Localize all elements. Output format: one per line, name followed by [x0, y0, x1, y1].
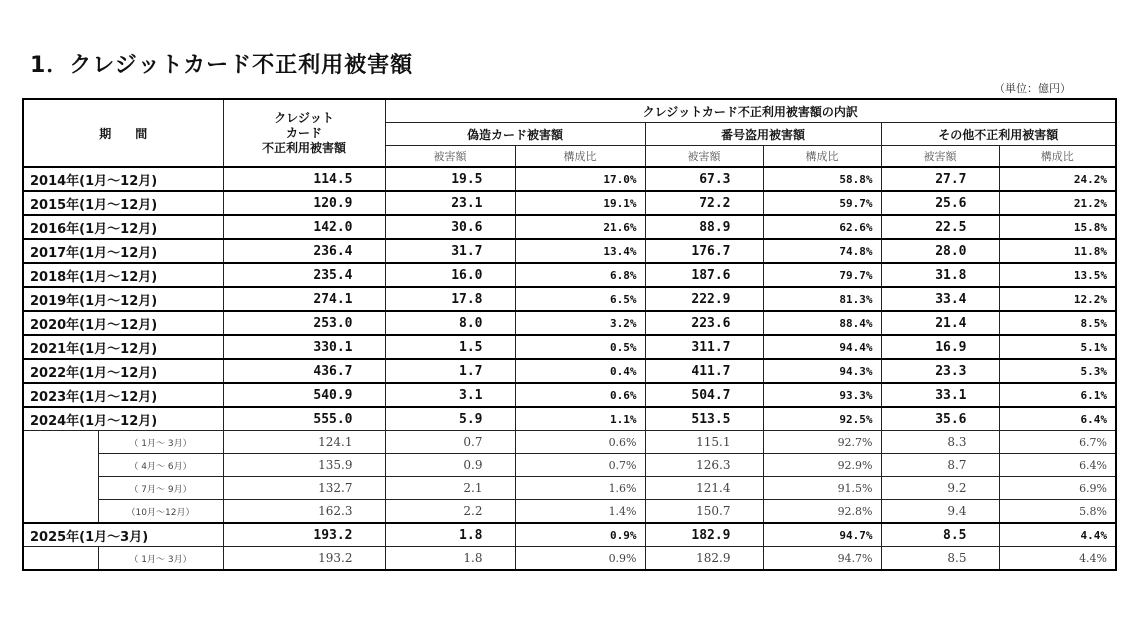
total-cell: 162.3: [223, 500, 385, 524]
period-cell: 2020年(1月～12月): [23, 311, 223, 335]
counterfeit-amount-cell: 2.2: [385, 500, 515, 524]
total-cell: 193.2: [223, 523, 385, 547]
other-amount-cell: 21.4: [881, 311, 999, 335]
number-theft-ratio-cell: 94.7%: [763, 523, 881, 547]
table-row: [23, 287, 1116, 311]
number-theft-ratio-cell: 81.3%: [763, 287, 881, 311]
other-amount-cell: 22.5: [881, 215, 999, 239]
damage-table: [22, 98, 1117, 571]
other-ratio-cell: 6.7%: [999, 431, 1116, 454]
table-row-quarter: [23, 500, 1116, 524]
other-amount-cell: 9.2: [881, 477, 999, 500]
table-row-quarter: [23, 454, 1116, 477]
subheader-amount: 被害額: [385, 146, 515, 168]
period-cell: 2017年(1月～12月): [23, 239, 223, 263]
table-body: [23, 167, 1116, 570]
period-cell: 2016年(1月～12月): [23, 215, 223, 239]
counterfeit-ratio-cell: 3.2%: [515, 311, 645, 335]
total-cell: 132.7: [223, 477, 385, 500]
period-cell: 2014年(1月～12月): [23, 167, 223, 191]
counterfeit-amount-cell: 3.1: [385, 383, 515, 407]
total-cell: 120.9: [223, 191, 385, 215]
table-row-quarter: [23, 431, 1116, 454]
indent-cell: [23, 454, 98, 477]
table-row: [23, 407, 1116, 431]
total-cell: 555.0: [223, 407, 385, 431]
other-amount-cell: 25.6: [881, 191, 999, 215]
other-amount-cell: 16.9: [881, 335, 999, 359]
counterfeit-amount-cell: 8.0: [385, 311, 515, 335]
other-amount-cell: 31.8: [881, 263, 999, 287]
counterfeit-ratio-cell: 19.1%: [515, 191, 645, 215]
number-theft-amount-cell: 504.7: [645, 383, 763, 407]
indent-cell: [23, 477, 98, 500]
number-theft-ratio-cell: 91.5%: [763, 477, 881, 500]
page-title: 1．クレジットカード不正利用被害額: [30, 53, 414, 78]
number-theft-ratio-cell: 92.7%: [763, 431, 881, 454]
number-theft-amount-cell: 72.2: [645, 191, 763, 215]
total-cell: 274.1: [223, 287, 385, 311]
number-theft-ratio-cell: 92.5%: [763, 407, 881, 431]
period-cell: 2018年(1月～12月): [23, 263, 223, 287]
number-theft-ratio-cell: 94.4%: [763, 335, 881, 359]
other-ratio-cell: 13.5%: [999, 263, 1116, 287]
counterfeit-amount-cell: 16.0: [385, 263, 515, 287]
table-row: [23, 167, 1116, 191]
counterfeit-amount-cell: 17.8: [385, 287, 515, 311]
table-row: [23, 383, 1116, 407]
header-other: その他不正利用被害額: [881, 123, 1116, 146]
subheader-ratio: 構成比: [999, 146, 1116, 168]
total-cell: 436.7: [223, 359, 385, 383]
total-cell: 540.9: [223, 383, 385, 407]
subheader-amount: 被害額: [881, 146, 999, 168]
table-row: [23, 215, 1116, 239]
other-ratio-cell: 6.4%: [999, 407, 1116, 431]
other-ratio-cell: 5.1%: [999, 335, 1116, 359]
total-cell: 114.5: [223, 167, 385, 191]
other-ratio-cell: 6.1%: [999, 383, 1116, 407]
counterfeit-ratio-cell: 21.6%: [515, 215, 645, 239]
number-theft-amount-cell: 67.3: [645, 167, 763, 191]
header-period: 期 間: [23, 99, 223, 167]
other-amount-cell: 27.7: [881, 167, 999, 191]
number-theft-amount-cell: 187.6: [645, 263, 763, 287]
total-cell: 135.9: [223, 454, 385, 477]
period-cell: 2024年(1月～12月): [23, 407, 223, 431]
number-theft-ratio-cell: 93.3%: [763, 383, 881, 407]
counterfeit-ratio-cell: 13.4%: [515, 239, 645, 263]
table-row: [23, 263, 1116, 287]
counterfeit-ratio-cell: 0.4%: [515, 359, 645, 383]
other-amount-cell: 23.3: [881, 359, 999, 383]
header-number-theft: 番号盗用被害額: [645, 123, 881, 146]
number-theft-amount-cell: 126.3: [645, 454, 763, 477]
number-theft-ratio-cell: 58.8%: [763, 167, 881, 191]
table-row-quarter: [23, 477, 1116, 500]
other-amount-cell: 8.5: [881, 523, 999, 547]
other-ratio-cell: 6.4%: [999, 454, 1116, 477]
counterfeit-amount-cell: 1.5: [385, 335, 515, 359]
other-ratio-cell: 8.5%: [999, 311, 1116, 335]
table-row: [23, 335, 1116, 359]
total-cell: 235.4: [223, 263, 385, 287]
indent-cell: [23, 500, 98, 524]
total-cell: 193.2: [223, 547, 385, 571]
other-amount-cell: 8.7: [881, 454, 999, 477]
other-amount-cell: 35.6: [881, 407, 999, 431]
counterfeit-ratio-cell: 6.8%: [515, 263, 645, 287]
number-theft-ratio-cell: 92.9%: [763, 454, 881, 477]
counterfeit-ratio-cell: 0.7%: [515, 454, 645, 477]
total-cell: 330.1: [223, 335, 385, 359]
number-theft-ratio-cell: 59.7%: [763, 191, 881, 215]
number-theft-amount-cell: 223.6: [645, 311, 763, 335]
indent-cell: [23, 547, 98, 571]
other-ratio-cell: 15.8%: [999, 215, 1116, 239]
counterfeit-amount-cell: 30.6: [385, 215, 515, 239]
total-cell: 142.0: [223, 215, 385, 239]
number-theft-amount-cell: 150.7: [645, 500, 763, 524]
indent-cell: [23, 431, 98, 454]
counterfeit-ratio-cell: 0.6%: [515, 383, 645, 407]
number-theft-amount-cell: 182.9: [645, 547, 763, 571]
table-row: [23, 239, 1116, 263]
table-row: [23, 191, 1116, 215]
counterfeit-amount-cell: 23.1: [385, 191, 515, 215]
other-ratio-cell: 4.4%: [999, 547, 1116, 571]
number-theft-amount-cell: 182.9: [645, 523, 763, 547]
number-theft-amount-cell: 411.7: [645, 359, 763, 383]
period-cell: 2021年(1月～12月): [23, 335, 223, 359]
table-row: [23, 523, 1116, 547]
other-amount-cell: 9.4: [881, 500, 999, 524]
number-theft-ratio-cell: 79.7%: [763, 263, 881, 287]
header-total: クレジット カード 不正利用被害額: [223, 99, 385, 167]
other-ratio-cell: 21.2%: [999, 191, 1116, 215]
counterfeit-ratio-cell: 0.9%: [515, 523, 645, 547]
period-cell: 2023年(1月～12月): [23, 383, 223, 407]
table-row: [23, 311, 1116, 335]
number-theft-amount-cell: 311.7: [645, 335, 763, 359]
number-theft-amount-cell: 88.9: [645, 215, 763, 239]
period-cell: 2019年(1月～12月): [23, 287, 223, 311]
counterfeit-ratio-cell: 1.4%: [515, 500, 645, 524]
number-theft-ratio-cell: 94.7%: [763, 547, 881, 571]
number-theft-amount-cell: 176.7: [645, 239, 763, 263]
period-cell: （ 1月～ 3月）: [98, 547, 223, 571]
counterfeit-ratio-cell: 1.6%: [515, 477, 645, 500]
other-ratio-cell: 12.2%: [999, 287, 1116, 311]
counterfeit-ratio-cell: 0.9%: [515, 547, 645, 571]
counterfeit-ratio-cell: 1.1%: [515, 407, 645, 431]
subheader-amount: 被害額: [645, 146, 763, 168]
period-cell: （ 4月～ 6月）: [98, 454, 223, 477]
period-cell: 2025年(1月～3月): [23, 523, 223, 547]
counterfeit-amount-cell: 1.8: [385, 523, 515, 547]
table-row-quarter: [23, 547, 1116, 571]
period-cell: 2022年(1月～12月): [23, 359, 223, 383]
number-theft-ratio-cell: 74.8%: [763, 239, 881, 263]
other-amount-cell: 33.4: [881, 287, 999, 311]
subheader-ratio: 構成比: [763, 146, 881, 168]
period-cell: （10月～12月）: [98, 500, 223, 524]
total-cell: 253.0: [223, 311, 385, 335]
other-ratio-cell: 5.3%: [999, 359, 1116, 383]
number-theft-ratio-cell: 88.4%: [763, 311, 881, 335]
number-theft-amount-cell: 115.1: [645, 431, 763, 454]
counterfeit-amount-cell: 1.8: [385, 547, 515, 571]
total-cell: 236.4: [223, 239, 385, 263]
counterfeit-amount-cell: 0.9: [385, 454, 515, 477]
counterfeit-amount-cell: 31.7: [385, 239, 515, 263]
number-theft-amount-cell: 513.5: [645, 407, 763, 431]
other-amount-cell: 8.5: [881, 547, 999, 571]
other-amount-cell: 28.0: [881, 239, 999, 263]
counterfeit-ratio-cell: 0.6%: [515, 431, 645, 454]
counterfeit-ratio-cell: 6.5%: [515, 287, 645, 311]
subheader-ratio: 構成比: [515, 146, 645, 168]
other-ratio-cell: 6.9%: [999, 477, 1116, 500]
number-theft-ratio-cell: 94.3%: [763, 359, 881, 383]
unit-note: （単位：億円）: [994, 82, 1071, 95]
counterfeit-amount-cell: 1.7: [385, 359, 515, 383]
counterfeit-amount-cell: 19.5: [385, 167, 515, 191]
counterfeit-amount-cell: 0.7: [385, 431, 515, 454]
counterfeit-ratio-cell: 0.5%: [515, 335, 645, 359]
period-cell: 2015年(1月～12月): [23, 191, 223, 215]
other-ratio-cell: 4.4%: [999, 523, 1116, 547]
other-amount-cell: 8.3: [881, 431, 999, 454]
other-ratio-cell: 24.2%: [999, 167, 1116, 191]
period-cell: （ 7月～ 9月）: [98, 477, 223, 500]
counterfeit-amount-cell: 2.1: [385, 477, 515, 500]
period-cell: （ 1月～ 3月）: [98, 431, 223, 454]
other-amount-cell: 33.1: [881, 383, 999, 407]
number-theft-ratio-cell: 62.6%: [763, 215, 881, 239]
number-theft-amount-cell: 121.4: [645, 477, 763, 500]
other-ratio-cell: 5.8%: [999, 500, 1116, 524]
counterfeit-amount-cell: 5.9: [385, 407, 515, 431]
number-theft-ratio-cell: 92.8%: [763, 500, 881, 524]
total-cell: 124.1: [223, 431, 385, 454]
counterfeit-ratio-cell: 17.0%: [515, 167, 645, 191]
other-ratio-cell: 11.8%: [999, 239, 1116, 263]
number-theft-amount-cell: 222.9: [645, 287, 763, 311]
header-breakdown: クレジットカード不正利用被害額の内訳: [385, 99, 1116, 123]
table-row: [23, 359, 1116, 383]
header-counterfeit: 偽造カード被害額: [385, 123, 645, 146]
